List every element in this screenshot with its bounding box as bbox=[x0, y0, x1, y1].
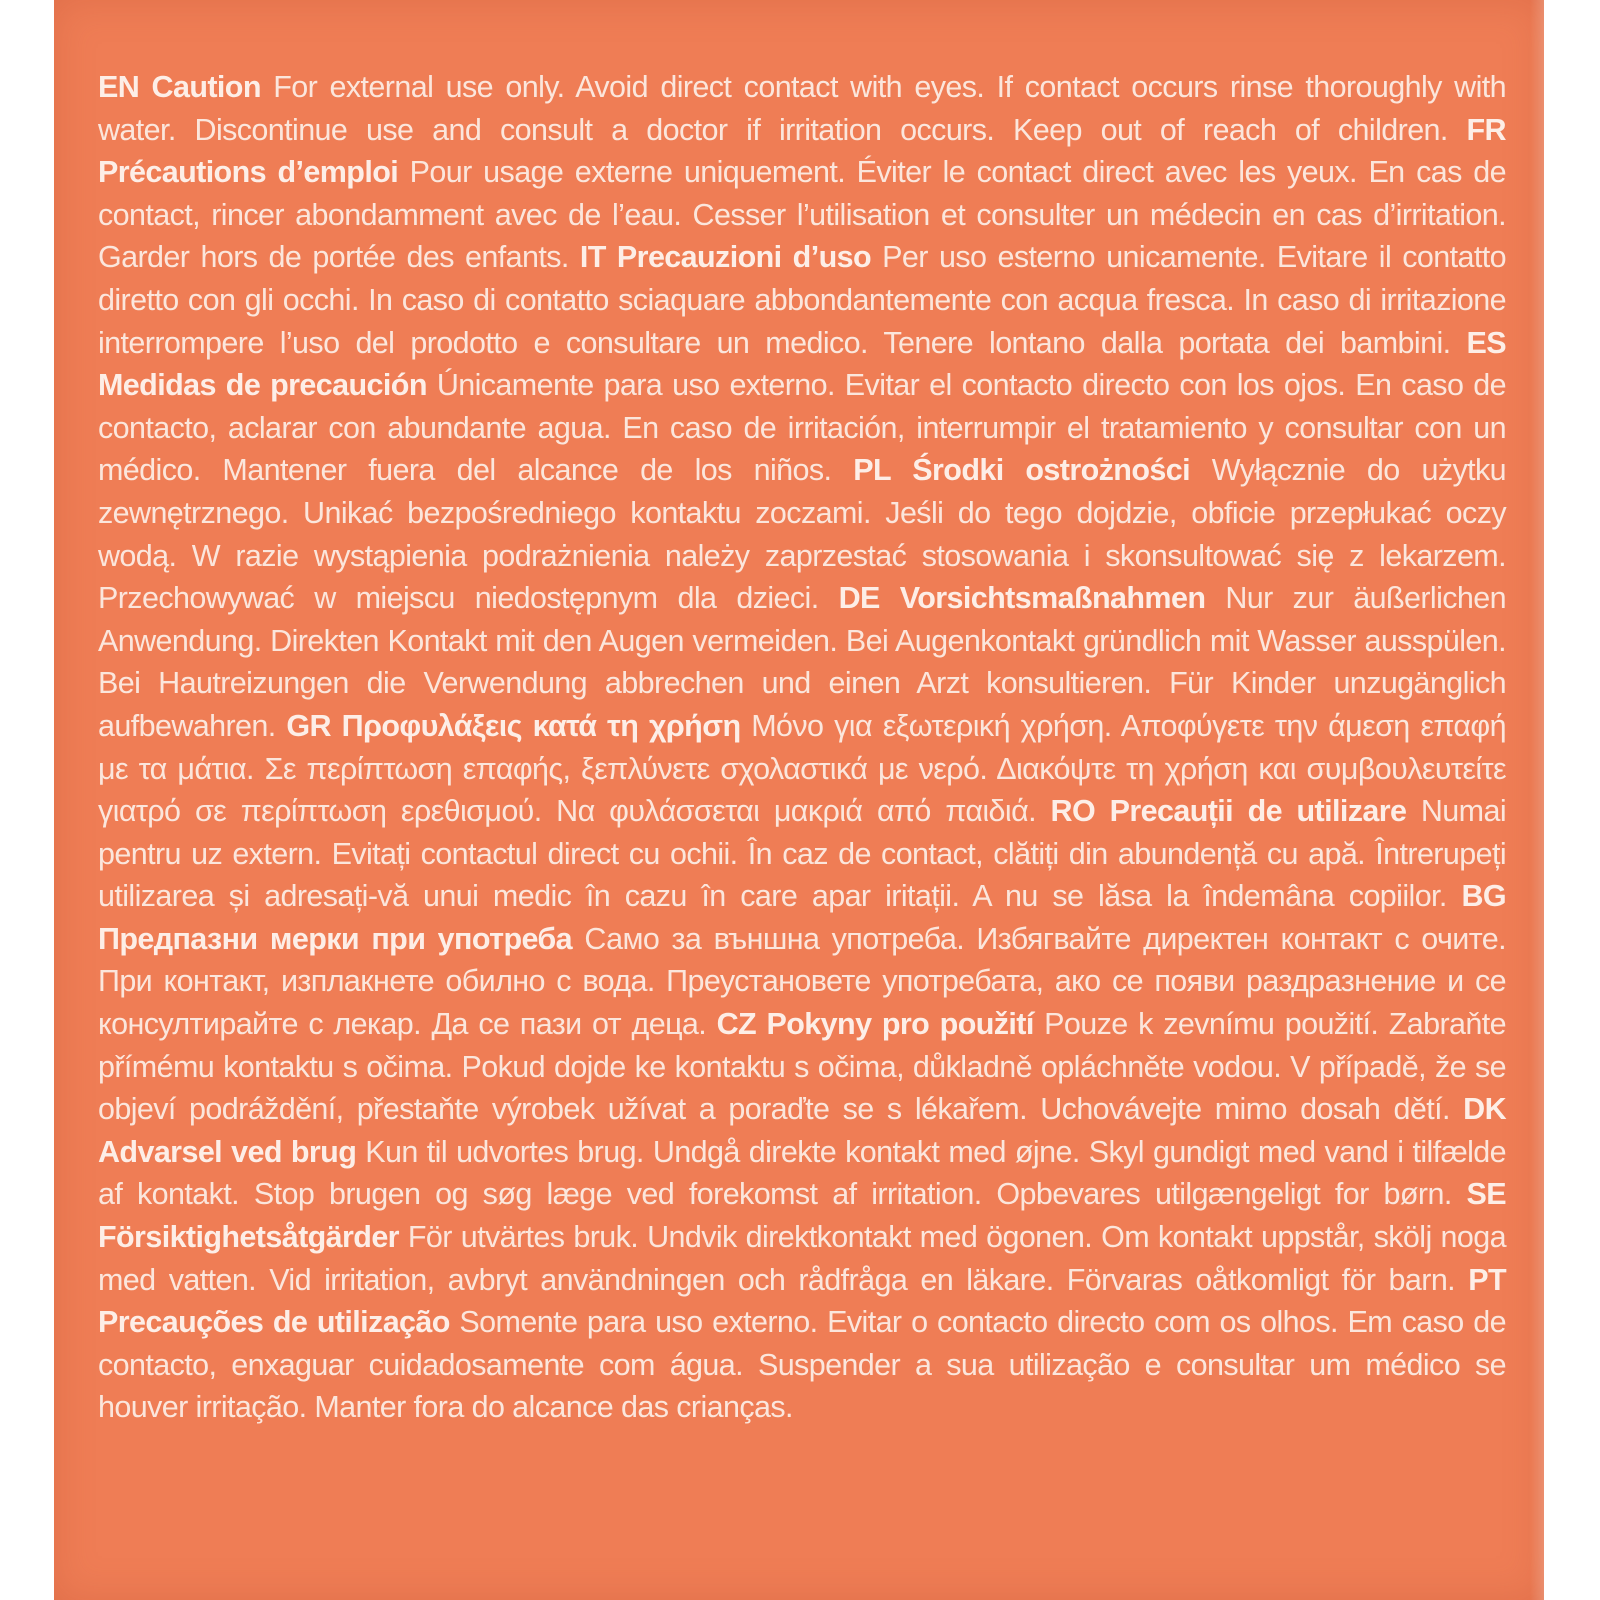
heading-ro: RO Precauții de utilizare bbox=[1050, 794, 1407, 829]
body-pl: Wyłącznie do użytku zewnętrznego. Unikać bezpośredniego kontaktu zoczami. Jeśli do tego dojdzie, obficie przepłukać oczy wodą. W razie wystąpienia podrażnienia należy zaprzestać stosowania i skonsultować się z lekarzem. Przechowywać w miejscu niedostępnym dla dzieci. bbox=[98, 453, 1507, 616]
body-en: For external use only. Avoid direct contact with eyes. If contact occurs rinse thoroughly with water. Discontinue use and consult a doctor if irritation occurs. Keep out of reach of children. bbox=[98, 70, 1507, 147]
body-ro: Numai pentru uz extern. Evitați contactul direct cu ochii. În caz de contact, clătiți din abundență cu apă. Întrerupeți utilizarea și adresați-vă unui medic în cazu în care apar iritații. A nu se lăsa la îndemâna copiilor. bbox=[98, 794, 1507, 914]
heading-fr: FR Précautions d’emploi bbox=[98, 112, 1506, 190]
heading-en: EN Caution bbox=[98, 70, 261, 104]
body-es: Únicamente para uso externo. Evitar el contacto directo con los ojos. En caso de contacto, aclarar con abundante agua. En caso de irritación, interrumpir el tratamiento y consultar con un médico. Mantener fuera del alcance de los niños. bbox=[98, 368, 1507, 488]
heading-cz: CZ Pokyny pro použití bbox=[716, 1007, 1034, 1042]
heading-de: DE Vorsichtsmaßnahmen bbox=[838, 581, 1206, 616]
heading-bg: BG Предпазни мерки при употреба bbox=[98, 879, 1506, 956]
body-de: Nur zur äußerlichen Anwendung. Direkten Kontakt mit den Augen vermeiden. Bei Augenkontakt gründlich mit Wasser ausspülen. Bei Hautreizungen die Verwendung abbrechen und einen Arzt konsultieren. Für Kinder unzugänglich aufbewahren. bbox=[98, 581, 1507, 743]
body-se: För utvärtes bruk. Undvik direktkontakt med ögonen. Om kontakt uppstår, skölj noga med vatten. Vid irritation, avbryt användningen och rådfråga en läkare. Förvaras oåtkomligt för barn. bbox=[98, 1220, 1506, 1297]
body-gr: Μόνο για εξωτερική χρήση. Αποφύγετε την άμεση επαφή με τα μάτια. Σε περίπτωση επαφής, ξεπλύνετε σχολαστικά με νερό. Διακόψτε τη χρήση και συμβουλευτείτε γιατρό σε περίπτωση ερεθισμού. Να φυλάσσεται μακριά από παιδιά. bbox=[98, 708, 1506, 829]
heading-gr: GR Προφυλάξεις κατά τη χρήση bbox=[286, 708, 741, 743]
heading-pl: PL Środki ostrożności bbox=[853, 453, 1190, 488]
body-pt: Somente para uso externo. Evitar o contacto directo com os olhos. Em caso de contacto, enxaguar cuidadosamente com água. Suspender a sua utilização e consultar um médico se houver irritação. Manter fora do alcance das crianças. bbox=[98, 1305, 1506, 1425]
body-cz: Pouze k zevnímu použití. Zabraňte přímému kontaktu s očima. Pokud dojde ke kontaktu s očima, důkladně opláchněte vodou. V případě, že se objeví podráždění, přestaňte výrobek užívat a poraďte se s lékařem. Uchovávejte mimo dosah dětí. bbox=[98, 1007, 1506, 1127]
heading-dk: DK Advarsel ved brug bbox=[98, 1092, 1506, 1169]
heading-it: IT Precauzioni d’uso bbox=[579, 240, 872, 275]
panel-edge bbox=[1530, 0, 1544, 1600]
body-bg: Само за външна употреба. Избягвайте директен контакт с очите. При контакт, изплакнете обилно с вода. Преустановете употребата, ако се появи раздразнение и се консултирайте с лекар. Да се пази от деца. bbox=[98, 921, 1506, 1042]
heading-pt: PT Precauções de utilização bbox=[98, 1262, 1506, 1340]
body-fr: Pour usage externe uniquement. Éviter le contact direct avec les yeux. En cas de contact, rincer abondamment avec de l’eau. Cesser l’utilisation et consulter un médecin en cas d’irritation. Garder hors de portée des enfants. bbox=[98, 155, 1506, 275]
body-dk: Kun til udvortes brug. Undgå direkte kontakt med øjne. Skyl gundigt med vand i tilfælde af kontakt. Stop brugen og søg læge ved forekomst af irritation. Opbevares utilgængeligt for børn. bbox=[98, 1134, 1506, 1212]
packaging-panel bbox=[54, 0, 1544, 1600]
heading-es: ES Medidas de precaución bbox=[98, 325, 1506, 403]
heading-se: SE Försiktighetsåtgärder bbox=[98, 1177, 1506, 1255]
body-it: Per uso esterno unicamente. Evitare il contatto diretto con gli occhi. In caso di contatto sciaquare abbondantemente con acqua fresca. In caso di irritazione interrompere l’uso del prodotto e consultare un medico. Tenere lontano dalla portata dei bambini. bbox=[98, 240, 1506, 360]
caution-text-block bbox=[98, 66, 1506, 1429]
